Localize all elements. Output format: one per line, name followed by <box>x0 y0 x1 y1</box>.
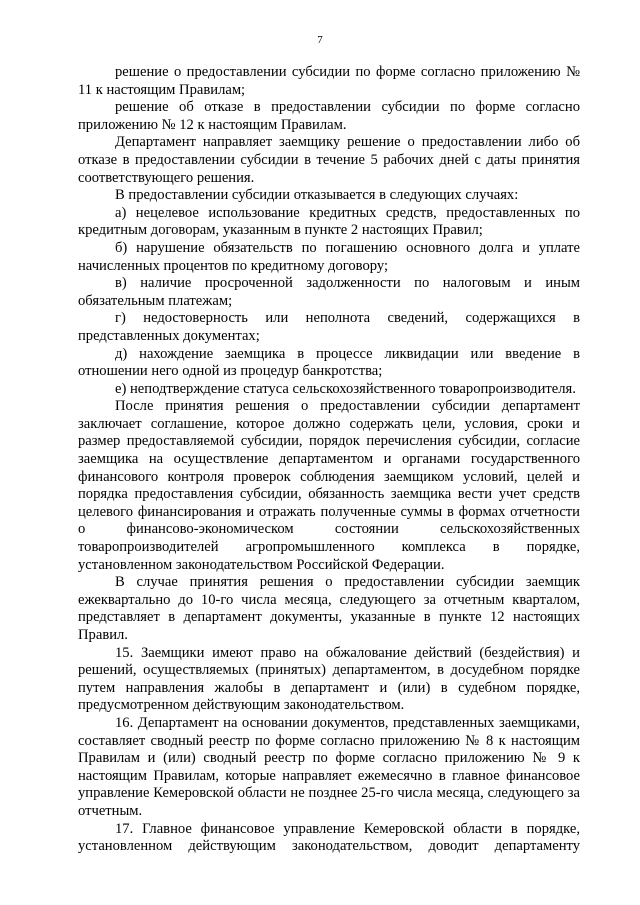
paragraph-refusal-cases: В предоставлении субсидии отказывается в следующих случаях: <box>115 187 519 204</box>
paragraph-case-g: г) недостоверность или неполнота сведений, содержащихся в представленных документах; <box>78 310 580 344</box>
paragraph-case-d: д) нахождение заемщика в процессе ликвидации или введение в отношении него одной из процедур банкротства; <box>78 345 580 380</box>
paragraph-agreement: После принятия решения о предоставлении субсидии департамент заключает соглашение, которое должно содержать цели, условия, сроки и размер предоставляемой субсидии, порядок перечисления субсидии, согласие заемщика на осуществление департаментом и органами государственного финансового контроля проверок соблюдения заемщиком условий, целей и порядка предоставления субсидии, обязанность заемщика вести учет средств целевого финансирования и отражать полученные суммы в формах отчетности о финансово-экономическом состоянии сельскохозяйственных товаропроизводителей агропромышленного комплекса в порядке, установленном законодательством Российской Федерации. <box>78 398 580 573</box>
paragraph-clause-15: 15. Заемщики имеют право на обжалование действий (бездействия) и решений, осуществляемых (принятых) департаментом, в досудебном порядке путем направления жалобы в департамент и (или) в судебном порядке, предусмотренном действующим законодательством. <box>78 644 580 714</box>
paragraph-quarterly-report: В случае принятия решения о предоставлении субсидии заемщик ежеквартально до 10-го числа месяца, следующего за отчетным кварталом, представляет в департамент документы, указанные в пункте 12 настоящих Правил. <box>78 574 580 643</box>
paragraph-clause-16: 16. Департамент на основании документов, представленных заемщиками, составляет сводный реестр по форме согласно приложению № 8 к настоящим Правилам и (или) сводный реестр по форме согласно приложению № 9 к настоящим Правилам, которые направляет ежемесячно в главное финансовое управление Кемеровской области не позднее 25-го числа месяца, следующего за отчетным. <box>78 714 580 819</box>
paragraph-case-v: в) наличие просроченной задолженности по налоговым и иным обязательным платежам; <box>78 275 580 309</box>
document-body <box>78 64 580 856</box>
paragraph-decision-grant: решение о предоставлении субсидии по форме согласно приложению № 11 к настоящим Правилам; <box>78 64 580 98</box>
paragraph-clause-17: 17. Главное финансовое управление Кемеровской области в порядке, установленном действующим законодательством, доводит департаменту <box>78 820 580 855</box>
paragraph-case-e: е) неподтверждение статуса сельскохозяйственного товаропроизводителя. <box>115 380 576 397</box>
paragraph-department-notifies: Департамент направляет заемщику решение о предоставлении либо об отказе в предоставлении субсидии в течение 5 рабочих дней с даты принятия соответствующего решения. <box>78 134 580 186</box>
paragraph-case-b: б) нарушение обязательств по погашению основного долга и уплате начисленных процентов по кредитному договору; <box>78 239 580 274</box>
paragraph-case-a: а) нецелевое использование кредитных средств, предоставленных по кредитным договорам, указанным в пункте 2 настоящих Правил; <box>78 204 580 239</box>
paragraph-decision-refusal: решение об отказе в предоставлении субсидии по форме согласно приложению № 12 к настоящим Правилам. <box>78 99 580 133</box>
page-number: 7 <box>317 34 323 46</box>
